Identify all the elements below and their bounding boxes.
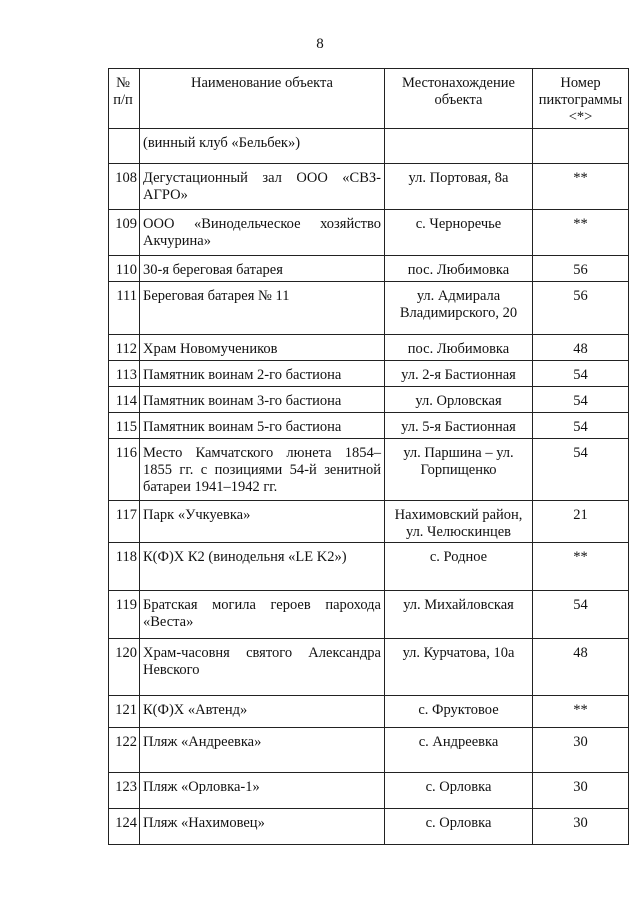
row-location: с. Орловка	[385, 809, 533, 845]
header-location: Местонахождение объекта	[385, 69, 533, 129]
row-location: ул. Михайловская	[385, 591, 533, 639]
header-pictogram: Номер пиктограммы <*>	[533, 69, 629, 129]
row-name: 30-я береговая батарея	[140, 256, 385, 282]
row-pictogram: 54	[533, 387, 629, 413]
table-row	[109, 210, 629, 256]
row-location: пос. Любимовка	[385, 335, 533, 361]
row-name: Парк «Учкуевка»	[140, 501, 385, 543]
row-pictogram: 21	[533, 501, 629, 543]
row-pictogram: **	[533, 164, 629, 210]
row-location: ул. 2-я Бастионная	[385, 361, 533, 387]
row-name: Братская могила героев парохода «Веста»	[140, 591, 385, 639]
header-name: Наименование объекта	[140, 69, 385, 129]
row-num: 114	[109, 387, 140, 413]
row-num	[109, 129, 140, 164]
row-num: 108	[109, 164, 140, 210]
row-pictogram: 30	[533, 773, 629, 809]
row-num: 115	[109, 413, 140, 439]
header-num: № п/п	[109, 69, 140, 129]
row-pictogram: 54	[533, 439, 629, 501]
row-num: 119	[109, 591, 140, 639]
row-pictogram: 54	[533, 413, 629, 439]
row-name: Пляж «Орловка-1»	[140, 773, 385, 809]
row-name: Храм Новомучеников	[140, 335, 385, 361]
row-num: 121	[109, 696, 140, 728]
row-num: 122	[109, 728, 140, 773]
row-num: 110	[109, 256, 140, 282]
row-name: Памятник воинам 2-го бастиона	[140, 361, 385, 387]
row-location: ул. Адмирала Владимирского, 20	[385, 282, 533, 335]
row-pictogram: 56	[533, 282, 629, 335]
row-location: с. Родное	[385, 543, 533, 591]
row-pictogram: 48	[533, 335, 629, 361]
table-row	[109, 696, 629, 728]
table-row	[109, 728, 629, 773]
row-name: Пляж «Нахимовец»	[140, 809, 385, 845]
objects-table	[108, 68, 629, 845]
row-location: Нахимовский район, ул. Челюскинцев	[385, 501, 533, 543]
row-pictogram: **	[533, 696, 629, 728]
row-location	[385, 129, 533, 164]
row-num: 109	[109, 210, 140, 256]
row-pictogram: 54	[533, 591, 629, 639]
table-row	[109, 256, 629, 282]
row-pictogram: 48	[533, 639, 629, 696]
row-pictogram: 54	[533, 361, 629, 387]
row-location: ул. 5-я Бастионная	[385, 413, 533, 439]
row-num: 117	[109, 501, 140, 543]
row-name: Памятник воинам 5-го бастиона	[140, 413, 385, 439]
row-location: с. Орловка	[385, 773, 533, 809]
table-row	[109, 361, 629, 387]
row-location: с. Черноречье	[385, 210, 533, 256]
row-name: К(Ф)Х К2 (винодельня «LE K2»)	[140, 543, 385, 591]
row-num: 123	[109, 773, 140, 809]
table-row	[109, 773, 629, 809]
table-row	[109, 129, 629, 164]
row-location: пос. Любимовка	[385, 256, 533, 282]
row-num: 120	[109, 639, 140, 696]
table-row	[109, 282, 629, 335]
row-pictogram: 56	[533, 256, 629, 282]
table-row	[109, 809, 629, 845]
row-location: ул. Паршина – ул. Горпищенко	[385, 439, 533, 501]
page-number: 8	[316, 36, 324, 52]
row-location: ул. Курчатова, 10а	[385, 639, 533, 696]
row-name: Место Камчатского люнета 1854–1855 гг. с позициями 54-й зенитной батареи 1941–1942 гг.	[140, 439, 385, 501]
row-name: ООО «Винодельческое хозяйство Акчурина»	[140, 210, 385, 256]
table-row	[109, 413, 629, 439]
table-row	[109, 164, 629, 210]
row-num: 118	[109, 543, 140, 591]
table-row	[109, 387, 629, 413]
row-location: ул. Портовая, 8а	[385, 164, 533, 210]
row-num: 124	[109, 809, 140, 845]
row-name: К(Ф)Х «Автенд»	[140, 696, 385, 728]
row-num: 111	[109, 282, 140, 335]
table-row	[109, 335, 629, 361]
row-pictogram: **	[533, 210, 629, 256]
row-pictogram: **	[533, 543, 629, 591]
row-pictogram: 30	[533, 809, 629, 845]
row-location: с. Фруктовое	[385, 696, 533, 728]
row-num: 116	[109, 439, 140, 501]
table-header-row	[109, 69, 629, 129]
table-row	[109, 501, 629, 543]
row-name: Береговая батарея № 11	[140, 282, 385, 335]
table-row	[109, 543, 629, 591]
table-row	[109, 591, 629, 639]
row-pictogram	[533, 129, 629, 164]
row-location: ул. Орловская	[385, 387, 533, 413]
row-name: Дегустационный зал ООО «СВЗ-АГРО»	[140, 164, 385, 210]
row-pictogram: 30	[533, 728, 629, 773]
row-name: Пляж «Андреевка»	[140, 728, 385, 773]
row-name: Памятник воинам 3-го бастиона	[140, 387, 385, 413]
row-num: 112	[109, 335, 140, 361]
table-row	[109, 439, 629, 501]
row-name: Храм-часовня святого Александра Невского	[140, 639, 385, 696]
row-name: (винный клуб «Бельбек»)	[140, 129, 385, 164]
row-location: с. Андреевка	[385, 728, 533, 773]
table-row	[109, 639, 629, 696]
row-num: 113	[109, 361, 140, 387]
